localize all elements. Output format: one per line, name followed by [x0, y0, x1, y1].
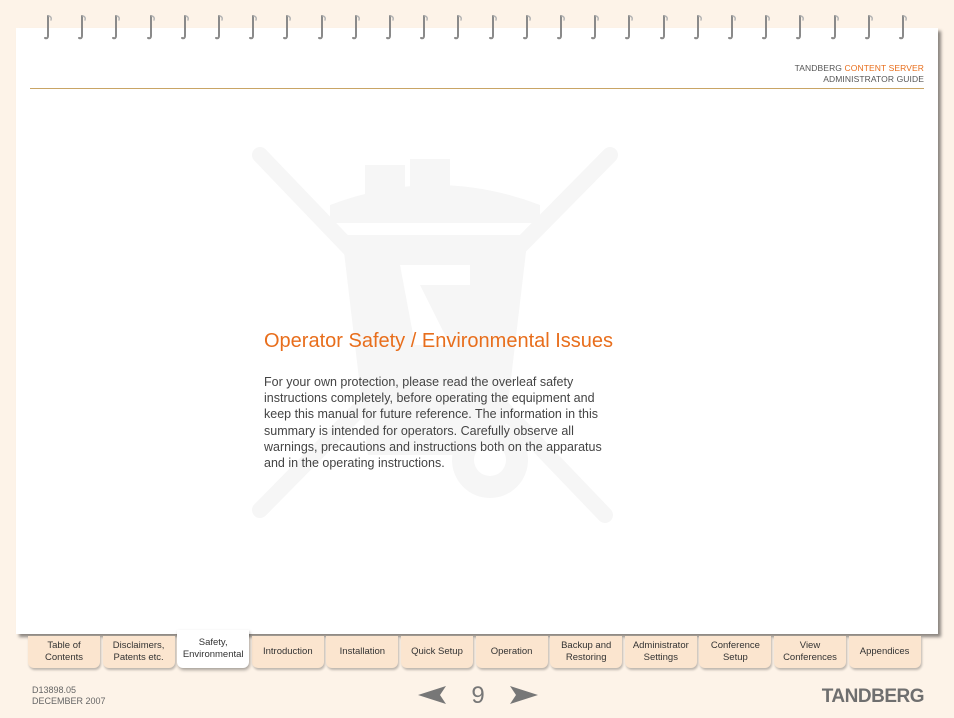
- binding-ring: [77, 14, 87, 40]
- tab-installation[interactable]: Installation: [326, 636, 398, 668]
- header-guide: ADMINISTRATOR GUIDE: [823, 74, 924, 84]
- binding-ring: [43, 14, 53, 40]
- tab-conference-setup[interactable]: Conference Setup: [699, 636, 771, 668]
- document-header: [795, 63, 924, 85]
- binding-ring: [795, 14, 805, 40]
- tab-disclaimers[interactable]: Disclaimers, Patents etc.: [103, 636, 175, 668]
- tandberg-logo: TANDBERG: [821, 686, 924, 707]
- binding-ring: [282, 14, 292, 40]
- binding-ring: [385, 14, 395, 40]
- tab-quick-setup[interactable]: Quick Setup: [401, 636, 473, 668]
- binding-ring: [180, 14, 190, 40]
- tab-safety-environmental[interactable]: Safety, Environmental: [177, 630, 249, 668]
- spiral-binding: [0, 14, 954, 42]
- binding-ring: [453, 14, 463, 40]
- binding-ring: [248, 14, 258, 40]
- document-code: [32, 685, 106, 707]
- binding-ring: [522, 14, 532, 40]
- binding-ring: [556, 14, 566, 40]
- chapter-tabs: [28, 636, 928, 670]
- binding-ring: [146, 14, 156, 40]
- body-paragraph: For your own protection, please read the overleaf safety instructions completely, before operating the equipment and keep this manual for future reference. The information in this summary is intended for operators. Carefully observe all warnings, precautions and instructions both on the apparatus and in the operating instructions.: [264, 375, 602, 471]
- binding-ring: [111, 14, 121, 40]
- page-navigator: [418, 682, 538, 710]
- tab-table-of-contents[interactable]: Table of Contents: [28, 636, 100, 668]
- binding-ring: [317, 14, 327, 40]
- binding-ring: [624, 14, 634, 40]
- binding-ring: [727, 14, 737, 40]
- binding-ring: [590, 14, 600, 40]
- doc-number: D13898.05: [32, 685, 77, 695]
- tab-introduction[interactable]: Introduction: [252, 636, 324, 668]
- left-triangle-arrow-icon[interactable]: [418, 686, 446, 704]
- right-triangle-arrow-icon[interactable]: [510, 686, 538, 704]
- doc-date: DECEMBER 2007: [32, 696, 106, 706]
- binding-ring: [693, 14, 703, 40]
- tab-backup-restoring[interactable]: Backup and Restoring: [550, 636, 622, 668]
- binding-ring: [761, 14, 771, 40]
- binding-ring: [488, 14, 498, 40]
- binding-ring: [864, 14, 874, 40]
- tab-operation[interactable]: Operation: [476, 636, 548, 668]
- page-number: 9: [471, 682, 485, 709]
- header-divider: [30, 88, 924, 89]
- tab-appendices[interactable]: Appendices: [849, 636, 921, 668]
- binding-ring: [898, 14, 908, 40]
- binding-ring: [214, 14, 224, 40]
- binding-ring: [419, 14, 429, 40]
- binding-ring: [830, 14, 840, 40]
- binding-ring: [659, 14, 669, 40]
- binding-ring: [351, 14, 361, 40]
- header-brand: TANDBERG: [794, 63, 843, 73]
- header-product: CONTENT SERVER: [844, 63, 924, 73]
- page-title: Operator Safety / Environmental Issues: [264, 330, 614, 352]
- tab-administrator-settings[interactable]: Administrator Settings: [625, 636, 697, 668]
- tab-view-conferences[interactable]: View Conferences: [774, 636, 846, 668]
